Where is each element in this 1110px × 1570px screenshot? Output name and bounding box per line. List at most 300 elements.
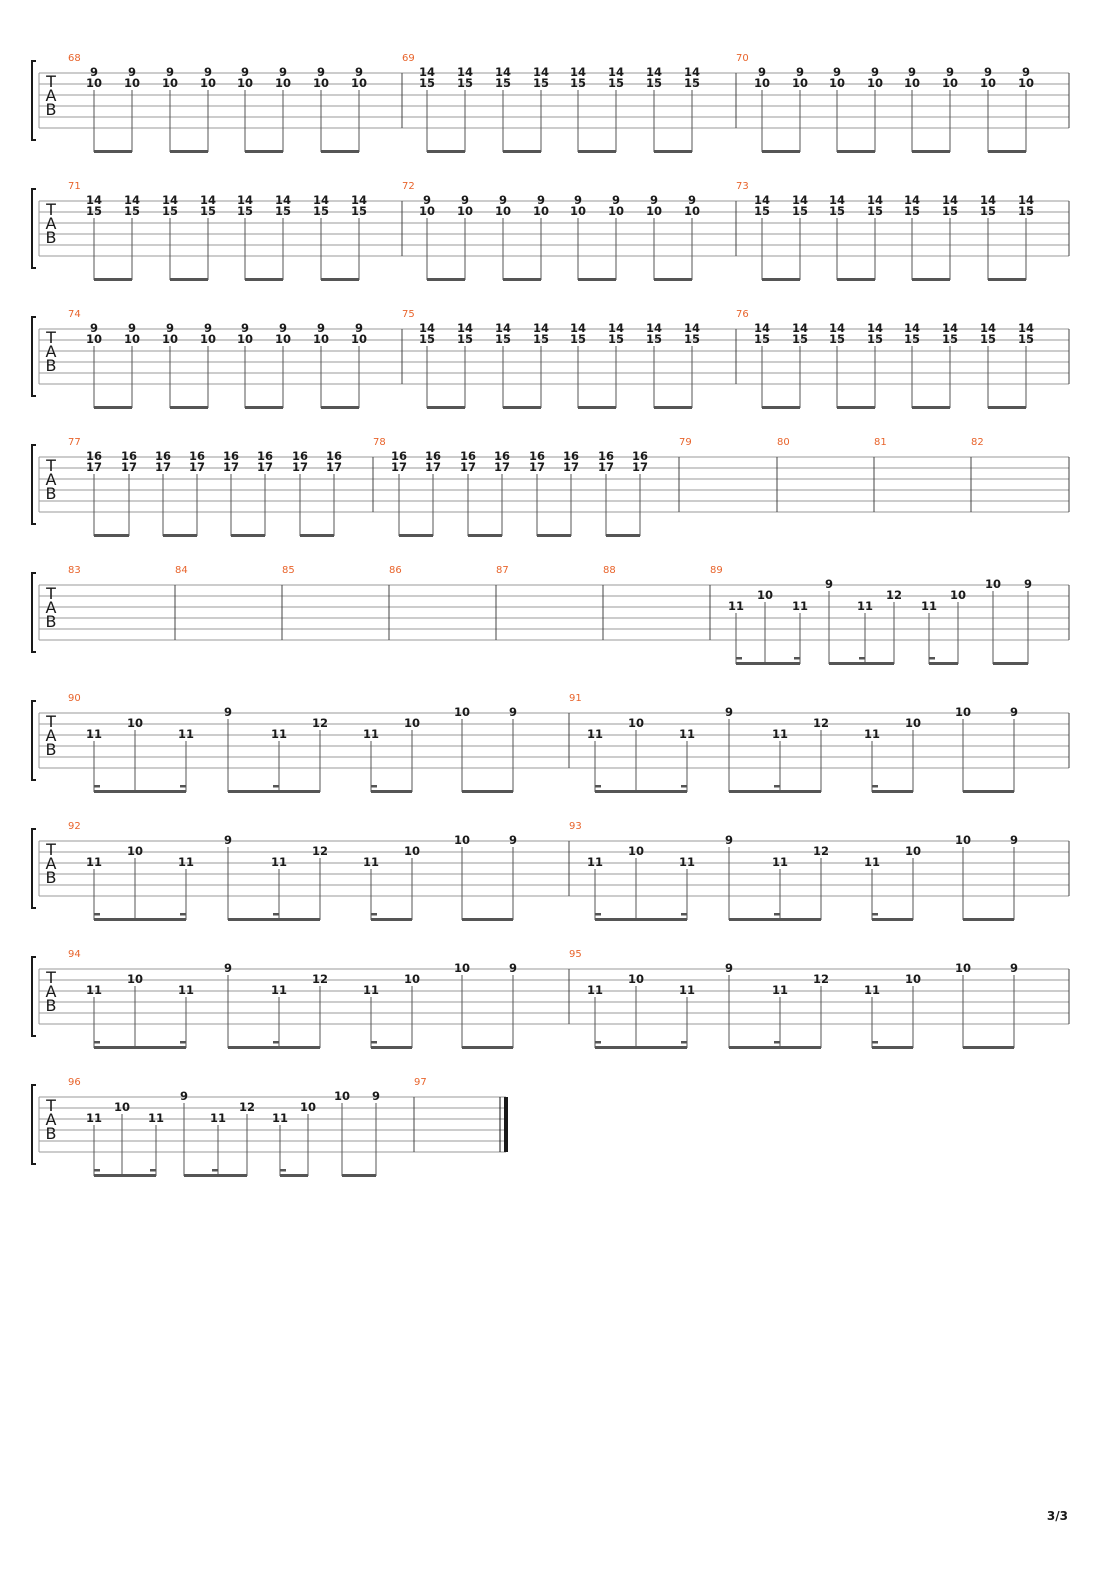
fret-number: 9 (1021, 65, 1031, 79)
fret-number: 9 (649, 193, 659, 207)
measure-number: 74 (68, 309, 81, 320)
fret-number: 10 (199, 76, 217, 90)
fret-number: 14 (791, 193, 809, 207)
fret-number: 10 (126, 844, 144, 858)
fret-number: 17 (631, 460, 649, 474)
fret-number: 11 (270, 727, 288, 741)
beam (837, 150, 875, 153)
measure-number: 95 (569, 949, 582, 960)
beam (736, 662, 800, 665)
fret-number: 10 (403, 844, 421, 858)
fret-number: 15 (791, 332, 809, 346)
fret-number: 9 (422, 193, 432, 207)
beam (963, 918, 1014, 921)
fret-number: 11 (177, 855, 195, 869)
fret-number: 16 (256, 449, 274, 463)
fret-number: 17 (154, 460, 172, 474)
beam (321, 406, 359, 409)
fret-number: 12 (311, 972, 329, 986)
fret-number: 15 (753, 204, 771, 218)
fret-number: 9 (870, 65, 880, 79)
tab-clef-letter: B (45, 868, 57, 887)
fret-number: 11 (586, 727, 604, 741)
sub-beam (280, 1169, 286, 1172)
fret-number: 9 (757, 65, 767, 79)
beam (342, 1174, 376, 1177)
fret-number: 11 (678, 855, 696, 869)
fret-number: 10 (456, 204, 474, 218)
fret-number: 15 (941, 332, 959, 346)
fret-number: 14 (1017, 193, 1035, 207)
fret-number: 11 (177, 983, 195, 997)
fret-number: 15 (866, 332, 884, 346)
fret-number: 14 (274, 193, 292, 207)
fret-number: 17 (562, 460, 580, 474)
fret-number: 9 (687, 193, 697, 207)
sub-beam (595, 785, 601, 788)
fret-number: 16 (424, 449, 442, 463)
tab-clef-letter: A (45, 470, 57, 489)
fret-number: 9 (278, 65, 288, 79)
tab-clef-letter: A (45, 342, 57, 361)
system-brace (32, 189, 36, 268)
fret-number: 17 (120, 460, 138, 474)
sub-beam (212, 1169, 218, 1172)
page-number: 3/3 (1046, 1509, 1068, 1523)
measure-number: 89 (710, 565, 723, 576)
fret-number: 9 (1009, 833, 1019, 847)
beam (228, 918, 320, 921)
fret-number: 10 (984, 577, 1002, 591)
fret-number: 12 (812, 844, 830, 858)
beam (427, 150, 465, 153)
fret-number: 10 (126, 972, 144, 986)
fret-number: 11 (920, 599, 938, 613)
measure-number: 88 (603, 565, 616, 576)
fret-number: 10 (274, 76, 292, 90)
fret-number: 10 (753, 76, 771, 90)
beam (988, 150, 1026, 153)
beam (321, 150, 359, 153)
sub-beam (872, 913, 878, 916)
fret-number: 17 (85, 460, 103, 474)
tab-clef-letter: B (45, 1124, 57, 1143)
fret-number: 10 (904, 716, 922, 730)
measure-number: 87 (496, 565, 509, 576)
sub-beam (273, 913, 279, 916)
fret-number: 14 (418, 65, 436, 79)
beam (963, 1046, 1014, 1049)
fret-number: 14 (1017, 321, 1035, 335)
fret-number: 10 (453, 961, 471, 975)
tab-clef-letter: A (45, 982, 57, 1001)
fret-number: 9 (316, 65, 326, 79)
fret-number: 11 (270, 983, 288, 997)
fret-number: 14 (161, 193, 179, 207)
fret-number: 14 (683, 65, 701, 79)
beam (578, 406, 616, 409)
beam (993, 662, 1028, 665)
beam (170, 278, 208, 281)
fret-number: 15 (903, 204, 921, 218)
fret-number: 10 (123, 76, 141, 90)
beam (94, 790, 186, 793)
beam (427, 406, 465, 409)
sub-beam (180, 1041, 186, 1044)
fret-number: 9 (278, 321, 288, 335)
fret-number: 15 (828, 204, 846, 218)
tab-clef-letter: T (46, 72, 56, 91)
beam (231, 534, 265, 537)
beam (245, 278, 283, 281)
sub-beam (859, 657, 865, 660)
fret-number: 15 (532, 332, 550, 346)
sub-beam (681, 913, 687, 916)
fret-number: 15 (941, 204, 959, 218)
system-brace (32, 957, 36, 1036)
fret-number: 11 (586, 855, 604, 869)
fret-number: 10 (350, 76, 368, 90)
tab-clef-letter: T (46, 328, 56, 347)
fret-number: 11 (678, 727, 696, 741)
fret-number: 14 (494, 321, 512, 335)
measure-number: 72 (402, 181, 415, 192)
beam (228, 1046, 320, 1049)
fret-number: 11 (362, 983, 380, 997)
system-brace (32, 829, 36, 908)
tab-clef-letter: T (46, 840, 56, 859)
beam (988, 406, 1026, 409)
fret-number: 10 (941, 76, 959, 90)
beam (94, 1174, 156, 1177)
measure-number: 78 (373, 437, 386, 448)
fret-number: 14 (941, 193, 959, 207)
beam (595, 790, 687, 793)
beam (912, 278, 950, 281)
beam (762, 406, 800, 409)
sub-beam (929, 657, 935, 660)
beam (654, 150, 692, 153)
fret-number: 10 (756, 588, 774, 602)
fret-number: 10 (1017, 76, 1035, 90)
sub-beam (794, 657, 800, 660)
tab-clef-letter: A (45, 726, 57, 745)
fret-number: 15 (532, 76, 550, 90)
beam (729, 918, 821, 921)
fret-number: 17 (222, 460, 240, 474)
tab-clef-letter: T (46, 200, 56, 219)
fret-number: 12 (812, 972, 830, 986)
fret-number: 15 (753, 332, 771, 346)
system-brace (32, 445, 36, 524)
fret-number: 15 (1017, 332, 1035, 346)
fret-number: 14 (418, 321, 436, 335)
fret-number: 10 (199, 332, 217, 346)
sub-beam (595, 913, 601, 916)
fret-number: 16 (390, 449, 408, 463)
fret-number: 11 (85, 1111, 103, 1125)
fret-number: 11 (270, 855, 288, 869)
fret-number: 14 (866, 193, 884, 207)
fret-number: 14 (456, 321, 474, 335)
fret-number: 11 (791, 599, 809, 613)
sub-beam (595, 1041, 601, 1044)
fret-number: 17 (325, 460, 343, 474)
fret-number: 14 (828, 321, 846, 335)
fret-number: 9 (165, 321, 175, 335)
fret-number: 15 (866, 204, 884, 218)
fret-number: 15 (683, 332, 701, 346)
beam (654, 406, 692, 409)
fret-number: 15 (903, 332, 921, 346)
beam (228, 790, 320, 793)
fret-number: 11 (85, 983, 103, 997)
beam (503, 150, 541, 153)
fret-number: 11 (678, 983, 696, 997)
fret-number: 9 (127, 321, 137, 335)
fret-number: 10 (904, 844, 922, 858)
fret-number: 14 (532, 321, 550, 335)
fret-number: 15 (607, 76, 625, 90)
fret-number: 15 (645, 332, 663, 346)
fret-number: 15 (456, 332, 474, 346)
fret-number: 11 (771, 855, 789, 869)
fret-number: 10 (418, 204, 436, 218)
beam (163, 534, 197, 537)
sub-beam (273, 785, 279, 788)
fret-number: 14 (607, 65, 625, 79)
fret-number: 14 (312, 193, 330, 207)
fret-number: 14 (532, 65, 550, 79)
fret-number: 10 (113, 1100, 131, 1114)
tab-clef-letter: T (46, 1096, 56, 1115)
fret-number: 17 (256, 460, 274, 474)
measure-number: 97 (414, 1077, 427, 1088)
fret-number: 10 (403, 716, 421, 730)
fret-number: 15 (312, 204, 330, 218)
fret-number: 9 (223, 705, 233, 719)
beam (872, 918, 913, 921)
sub-beam (180, 913, 186, 916)
measure-number: 94 (68, 949, 81, 960)
beam (94, 534, 129, 537)
fret-number: 15 (199, 204, 217, 218)
beam (578, 150, 616, 153)
fret-number: 10 (161, 332, 179, 346)
fret-number: 9 (460, 193, 470, 207)
beam (654, 278, 692, 281)
tab-clef-letter: T (46, 712, 56, 731)
fret-number: 14 (85, 193, 103, 207)
sub-beam (180, 785, 186, 788)
fret-number: 11 (362, 727, 380, 741)
fret-number: 17 (528, 460, 546, 474)
fret-number: 9 (203, 65, 213, 79)
fret-number: 11 (85, 727, 103, 741)
fret-number: 9 (203, 321, 213, 335)
fret-number: 10 (979, 76, 997, 90)
fret-number: 14 (791, 321, 809, 335)
beam (94, 278, 132, 281)
fret-number: 14 (979, 193, 997, 207)
fret-number: 10 (403, 972, 421, 986)
beam (300, 534, 334, 537)
measure-number: 96 (68, 1077, 81, 1088)
measure-number: 71 (68, 181, 81, 192)
beam (170, 406, 208, 409)
fret-number: 14 (903, 193, 921, 207)
fret-number: 9 (89, 65, 99, 79)
beam (988, 278, 1026, 281)
fret-number: 10 (85, 76, 103, 90)
fret-number: 9 (1009, 705, 1019, 719)
fret-number: 10 (645, 204, 663, 218)
sub-beam (150, 1169, 156, 1172)
fret-number: 15 (418, 332, 436, 346)
fret-number: 15 (569, 76, 587, 90)
fret-number: 14 (683, 321, 701, 335)
beam (729, 1046, 821, 1049)
fret-number: 10 (954, 961, 972, 975)
sub-beam (94, 1169, 100, 1172)
measure-number: 90 (68, 693, 81, 704)
measure-number: 93 (569, 821, 582, 832)
fret-number: 11 (209, 1111, 227, 1125)
beam (963, 790, 1014, 793)
beam (912, 150, 950, 153)
tab-clef-letter: A (45, 214, 57, 233)
fret-number: 16 (85, 449, 103, 463)
fret-number: 16 (562, 449, 580, 463)
fret-number: 14 (494, 65, 512, 79)
fret-number: 9 (508, 833, 518, 847)
fret-number: 14 (645, 321, 663, 335)
fret-number: 14 (456, 65, 474, 79)
system-brace (32, 61, 36, 140)
beam (762, 150, 800, 153)
measure-number: 82 (971, 437, 984, 448)
fret-number: 11 (85, 855, 103, 869)
fret-number: 11 (271, 1111, 289, 1125)
fret-number: 9 (945, 65, 955, 79)
fret-number: 10 (607, 204, 625, 218)
beam (371, 918, 412, 921)
fret-number: 10 (126, 716, 144, 730)
fret-number: 10 (453, 833, 471, 847)
fret-number: 9 (1009, 961, 1019, 975)
beam (371, 790, 412, 793)
sub-beam (94, 785, 100, 788)
fret-number: 17 (390, 460, 408, 474)
beam (837, 406, 875, 409)
sub-beam (94, 913, 100, 916)
fret-number: 14 (569, 65, 587, 79)
fret-number: 9 (508, 705, 518, 719)
fret-number: 9 (536, 193, 546, 207)
measure-number: 79 (679, 437, 692, 448)
fret-number: 14 (941, 321, 959, 335)
fret-number: 15 (123, 204, 141, 218)
fret-number: 15 (791, 204, 809, 218)
fret-number: 17 (459, 460, 477, 474)
fret-number: 14 (569, 321, 587, 335)
fret-number: 11 (771, 727, 789, 741)
fret-number: 15 (274, 204, 292, 218)
fret-number: 14 (753, 193, 771, 207)
fret-number: 9 (724, 705, 734, 719)
fret-number: 14 (828, 193, 846, 207)
beam (829, 662, 894, 665)
fret-number: 9 (354, 321, 364, 335)
fret-number: 16 (631, 449, 649, 463)
fret-number: 9 (89, 321, 99, 335)
tab-clef-letter: B (45, 100, 57, 119)
beam (872, 1046, 913, 1049)
beam (578, 278, 616, 281)
fret-number: 9 (508, 961, 518, 975)
sub-beam (371, 1041, 377, 1044)
fret-number: 10 (627, 844, 645, 858)
fret-number: 15 (418, 76, 436, 90)
measure-number: 75 (402, 309, 415, 320)
fret-number: 12 (311, 716, 329, 730)
fret-number: 16 (154, 449, 172, 463)
fret-number: 10 (949, 588, 967, 602)
measure-number: 69 (402, 53, 415, 64)
fret-number: 17 (493, 460, 511, 474)
fret-number: 10 (532, 204, 550, 218)
fret-number: 15 (85, 204, 103, 218)
fret-number: 9 (354, 65, 364, 79)
beam (94, 406, 132, 409)
fret-number: 10 (236, 332, 254, 346)
fret-number: 14 (350, 193, 368, 207)
fret-number: 10 (954, 705, 972, 719)
fret-number: 9 (824, 577, 834, 591)
fret-number: 14 (866, 321, 884, 335)
fret-number: 12 (812, 716, 830, 730)
fret-number: 16 (325, 449, 343, 463)
tab-clef-letter: B (45, 356, 57, 375)
tab-clef-letter: T (46, 584, 56, 603)
beam (427, 278, 465, 281)
measure-number: 92 (68, 821, 81, 832)
fret-number: 9 (179, 1089, 189, 1103)
measure-number: 85 (282, 565, 295, 576)
tab-clef-letter: B (45, 612, 57, 631)
fret-number: 15 (494, 76, 512, 90)
beam (462, 790, 513, 793)
beam (462, 918, 513, 921)
sub-beam (774, 1041, 780, 1044)
fret-number: 11 (863, 983, 881, 997)
tab-clef-letter: A (45, 854, 57, 873)
fret-number: 14 (753, 321, 771, 335)
fret-number: 15 (607, 332, 625, 346)
fret-number: 17 (424, 460, 442, 474)
fret-number: 14 (903, 321, 921, 335)
beam (280, 1174, 308, 1177)
fret-number: 10 (494, 204, 512, 218)
fret-number: 9 (795, 65, 805, 79)
sub-beam (736, 657, 742, 660)
fret-number: 14 (607, 321, 625, 335)
fret-number: 11 (863, 727, 881, 741)
measure-number: 84 (175, 565, 188, 576)
system-brace (32, 1085, 36, 1164)
tab-clef-letter: A (45, 598, 57, 617)
sub-beam (872, 1041, 878, 1044)
